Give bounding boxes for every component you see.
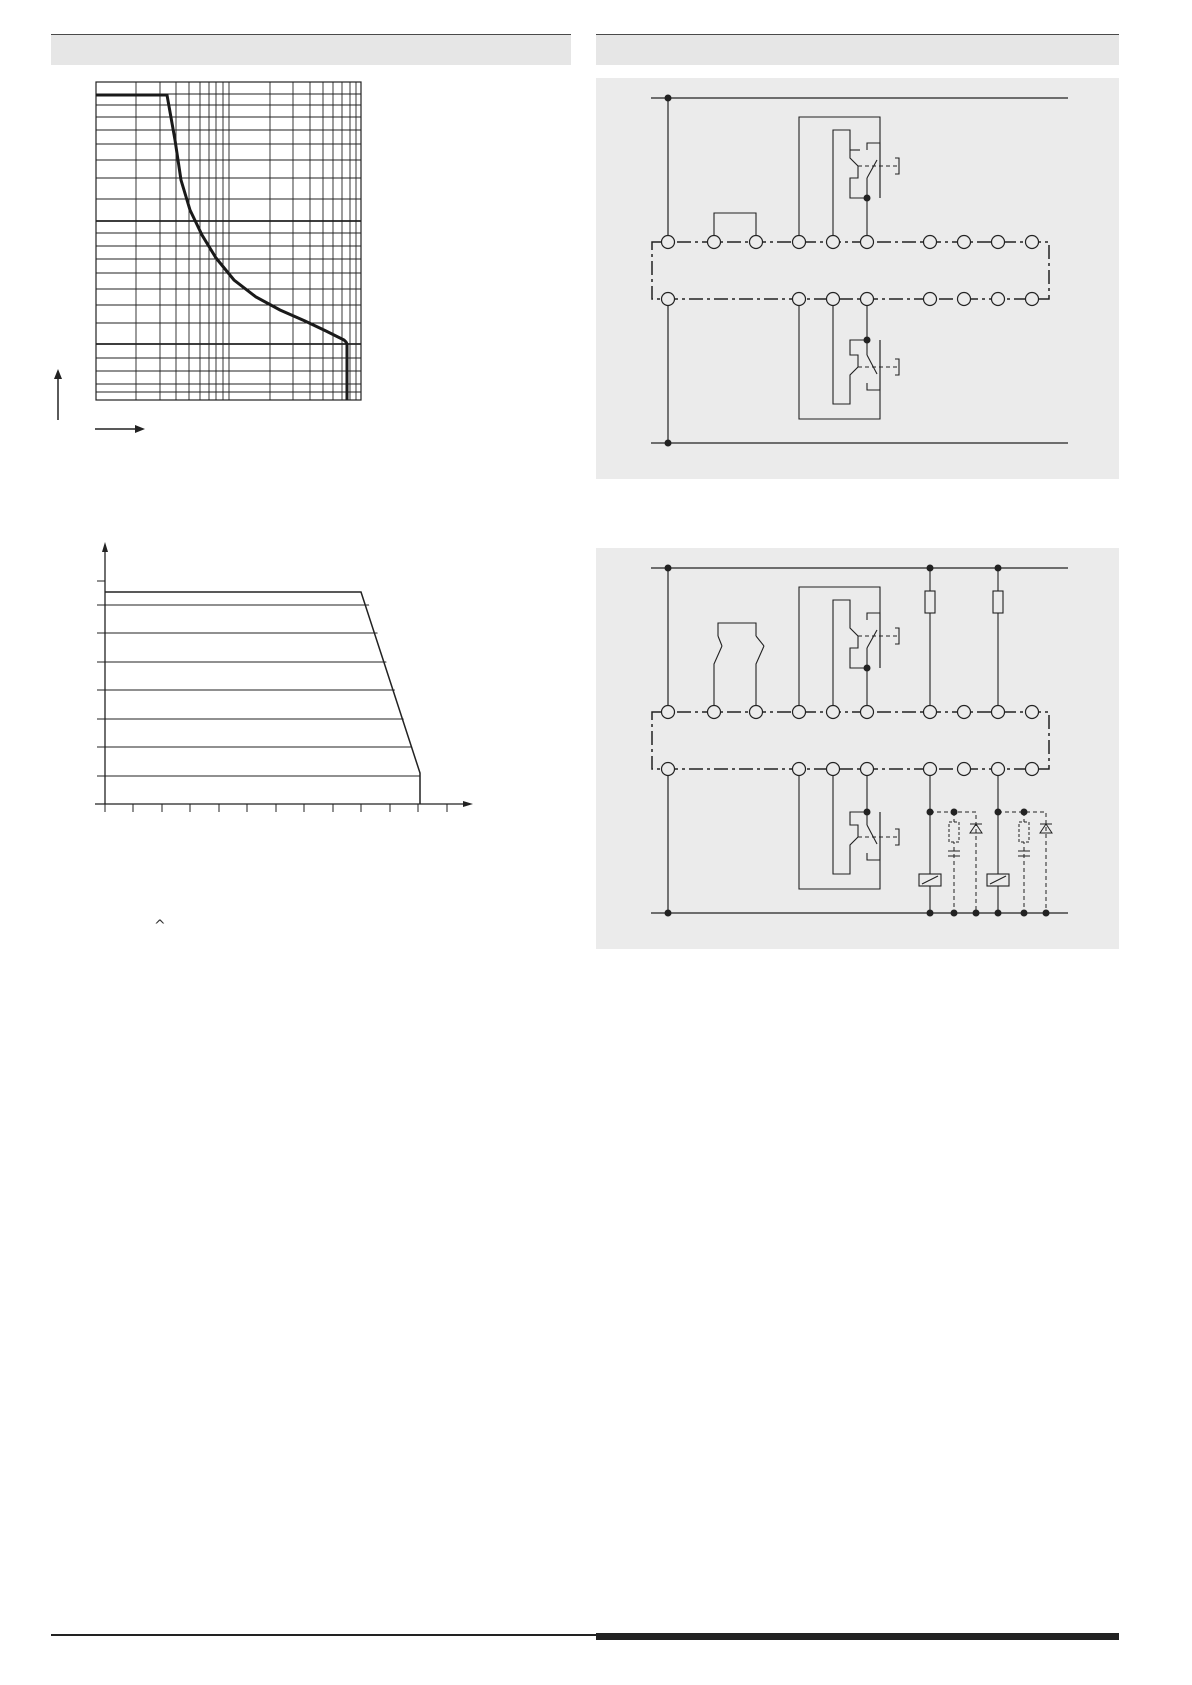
terminal: [861, 293, 874, 306]
terminal: [662, 236, 675, 249]
terminal: [958, 293, 971, 306]
footer-rule-left: [51, 1634, 596, 1636]
wiring-diagram-1: [596, 78, 1119, 479]
footer-rule-right: [596, 1633, 1119, 1640]
y-axis-arrowhead: [102, 542, 108, 552]
fuse-icon: [925, 591, 935, 613]
terminal: [827, 236, 840, 249]
junction-dots: [665, 565, 1050, 917]
terminal: [827, 763, 840, 776]
junction-dot: [864, 195, 871, 202]
bridge-link: [714, 213, 756, 242]
terminal: [827, 706, 840, 719]
terminal: [1026, 236, 1039, 249]
terminal: [992, 293, 1005, 306]
y-axis-arrow: [54, 369, 62, 420]
linear-chart-curve: [105, 592, 420, 804]
footnote-caret: ^: [154, 918, 166, 934]
linear-chart-mask: [360, 575, 490, 815]
terminal: [708, 706, 721, 719]
terminal: [750, 236, 763, 249]
linear-chart: [50, 535, 490, 825]
resistor-icon: [949, 822, 959, 842]
lower-switch-loop: [799, 769, 899, 889]
power-rails: [651, 568, 1068, 913]
left-section-header: [51, 34, 571, 65]
fuse-icon: [993, 591, 1003, 613]
upper-switch-loop: [799, 117, 899, 242]
load-branches: [919, 769, 1009, 913]
terminal: [992, 706, 1005, 719]
right-section-header: [596, 34, 1119, 65]
device-housing: [652, 242, 1049, 299]
rc-elements: [948, 822, 1030, 856]
terminal: [861, 706, 874, 719]
diode-icons: [970, 824, 1052, 833]
terminal: [924, 293, 937, 306]
terminal: [861, 763, 874, 776]
lower-switch-loop: [799, 299, 899, 419]
x-axis-arrow: [95, 425, 145, 433]
terminal: [662, 763, 675, 776]
junction-dot: [665, 565, 672, 572]
junction-dot: [864, 337, 871, 344]
terminal: [827, 293, 840, 306]
terminal: [958, 236, 971, 249]
junction-dot: [665, 95, 672, 102]
upper-switch-loop: [799, 587, 899, 712]
terminal: [924, 706, 937, 719]
terminal: [958, 763, 971, 776]
terminal: [662, 293, 675, 306]
terminal: [1026, 763, 1039, 776]
terminal: [793, 236, 806, 249]
terminal: [924, 236, 937, 249]
y-axis-ticks: [97, 581, 105, 776]
terminal: [793, 706, 806, 719]
device-housing: [652, 712, 1049, 769]
terminal: [992, 763, 1005, 776]
terminal: [1026, 293, 1039, 306]
log-chart-curve: [96, 95, 347, 400]
terminal: [793, 763, 806, 776]
terminal: [662, 706, 675, 719]
fuse-branches: [925, 568, 1003, 712]
junction-dot: [665, 440, 672, 447]
junction-dot: [973, 910, 980, 917]
terminal: [793, 293, 806, 306]
terminal: [750, 706, 763, 719]
resistor-icon: [1019, 822, 1029, 842]
terminal: [708, 236, 721, 249]
terminal: [992, 236, 1005, 249]
junction-dot: [665, 910, 672, 917]
log-chart: [50, 75, 450, 435]
terminal: [1026, 706, 1039, 719]
start-switches: [714, 623, 764, 712]
x-axis-ticks: [105, 804, 447, 812]
terminal: [924, 763, 937, 776]
wiring-diagram-2: [596, 548, 1119, 949]
terminal: [861, 236, 874, 249]
terminal: [958, 706, 971, 719]
